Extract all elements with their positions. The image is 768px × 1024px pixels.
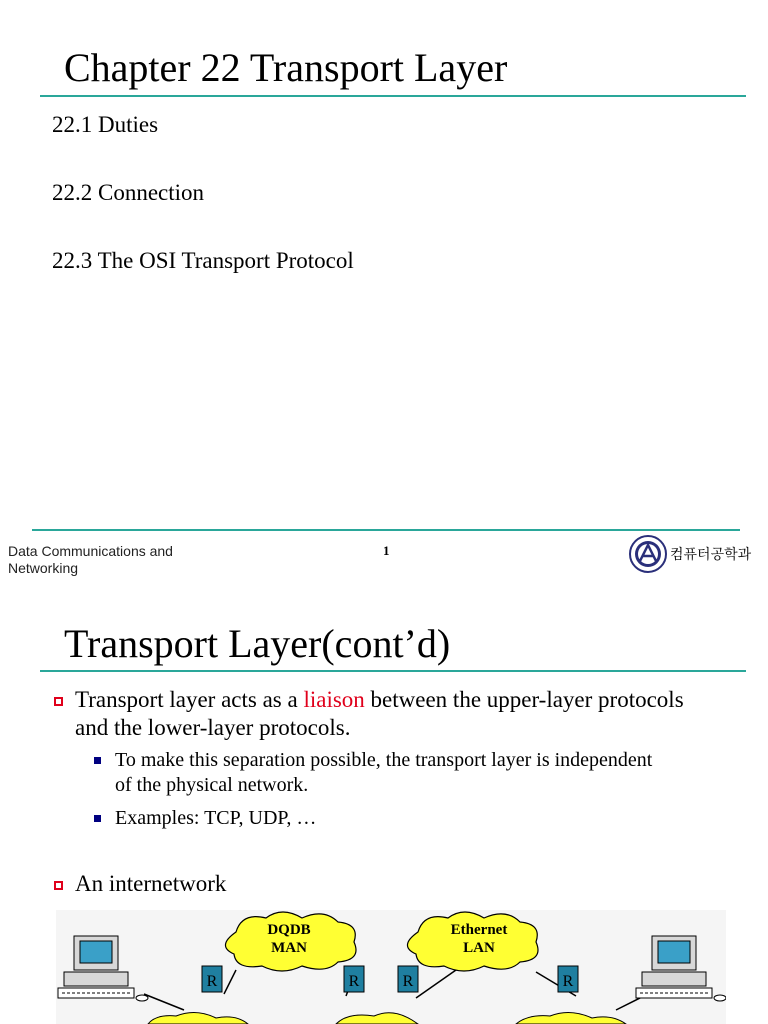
sub-bullet-examples-text: Examples: TCP, UDP, … xyxy=(115,807,317,829)
router-2 xyxy=(344,966,364,992)
router-3 xyxy=(398,966,418,992)
university-seal-icon xyxy=(628,534,668,574)
slide-2-title: Transport Layer(cont’d) xyxy=(64,621,451,666)
lan-label: LAN xyxy=(463,940,495,956)
bullet-liaison-text: Transport layer acts as a liaison between the upper-layer protocols and the lower-layer protocols. xyxy=(75,687,684,740)
dqdb-man-cloud xyxy=(225,912,356,971)
svg-text:R: R xyxy=(402,973,414,990)
bullet-internetwork-text: An internetwork xyxy=(75,871,227,896)
toc-item-duties: 22.1 Duties xyxy=(52,112,159,137)
man-label: MAN xyxy=(271,940,307,956)
svg-text:R: R xyxy=(348,973,360,990)
sub-bullet-icon xyxy=(94,757,101,764)
ethernet-label: Ethernet xyxy=(450,922,508,938)
sub-bullet-separation xyxy=(94,748,654,798)
department-name: 컴퓨터공학과 xyxy=(670,547,752,563)
footer-divider xyxy=(32,529,740,531)
ethernet-lan-cloud xyxy=(407,912,538,971)
router-1 xyxy=(202,966,222,992)
svg-text:R: R xyxy=(562,973,574,990)
sub-bullet-examples xyxy=(94,806,316,831)
sub-bullet-icon xyxy=(94,815,101,822)
bullet-internetwork xyxy=(54,870,226,898)
slide-1-title: Chapter 22 Transport Layer xyxy=(64,45,508,90)
liaison-highlight: liaison xyxy=(303,687,365,712)
department-logo-block xyxy=(628,534,751,574)
bullet-liaison xyxy=(54,686,694,742)
bullet-square-icon xyxy=(54,697,63,706)
footer-course-name: Data Communications and Networking xyxy=(8,543,173,576)
dqdb-label: DQDB xyxy=(267,922,311,938)
svg-text:R: R xyxy=(206,973,218,990)
internetwork-diagram xyxy=(56,910,726,1024)
bullet-square-icon xyxy=(54,881,63,890)
sub-bullet-separation-text: To make this separation possible, the transport layer is independent of the physical network. xyxy=(115,749,653,796)
toc-item-connection: 22.2 Connection xyxy=(52,180,205,205)
toc-item-osi-protocol: 22.3 The OSI Transport Protocol xyxy=(52,248,354,273)
slide-2-title-divider xyxy=(40,670,746,672)
router-4 xyxy=(558,966,578,992)
title-divider xyxy=(40,95,746,97)
page-number: 1 xyxy=(383,543,390,558)
